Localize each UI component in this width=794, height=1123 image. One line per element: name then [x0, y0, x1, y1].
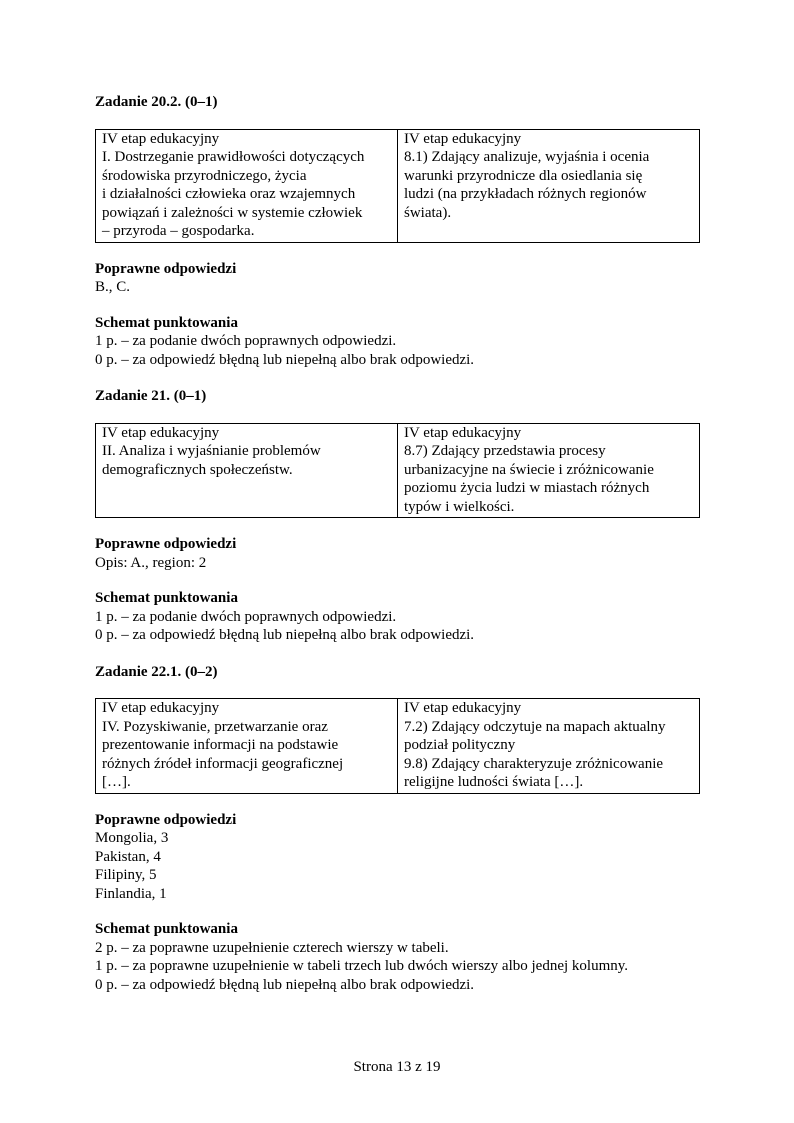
req-line: IV. Pozyskiwanie, przetwarzanie oraz [102, 718, 328, 735]
req-line: 9.8) Zdający charakteryzuje zróżnicowanie [404, 755, 664, 772]
answer-line: B., C. [95, 279, 131, 295]
answers-heading: Poprawne odpowiedzi [95, 536, 237, 552]
scoring-line: 1 p. – za poprawne uzupełnienie w tabeli trzech lub dwóch wierszy albo jednej kolumny. [95, 958, 629, 974]
answers-section [95, 811, 700, 904]
requirements-table [95, 698, 700, 794]
task-title: Zadanie 20.2. (0–1) [95, 94, 218, 110]
scoring-section [95, 920, 700, 994]
page-content [95, 93, 700, 994]
task-title: Zadanie 22.1. (0–2) [95, 663, 218, 680]
req-line: ludzi (na przykładach różnych regionów [404, 186, 647, 202]
scoring-heading: Schemat punktowania [95, 314, 238, 331]
req-line: warunki przyrodnicze dla osiedlania się [404, 167, 643, 184]
task-20-2 [95, 93, 700, 369]
req-line: typów i wielkości. [404, 498, 515, 515]
req-line: […]. [102, 774, 131, 790]
requirements-table [95, 129, 700, 243]
answer-line: Mongolia, 3 [95, 830, 169, 846]
answers-heading: Poprawne odpowiedzi [95, 811, 237, 828]
task-22-1 [95, 663, 700, 995]
page-number: Strona 13 z 19 [353, 1059, 441, 1075]
req-line: I. Dostrzeganie prawidłowości dotyczących [102, 149, 365, 165]
answer-line: Opis: A., region: 2 [95, 554, 207, 571]
req-line: IV etap edukacyjny [404, 424, 522, 441]
req-line: podział polityczny [404, 737, 516, 753]
scoring-line: 1 p. – za podanie dwóch poprawnych odpowiedzi. [95, 608, 397, 625]
scoring-line: 1 p. – za podanie dwóch poprawnych odpowiedzi. [95, 333, 397, 349]
req-line: IV etap edukacyjny [102, 130, 220, 147]
req-line: środowiska przyrodniczego, życia [102, 167, 307, 184]
answers-section [95, 260, 700, 297]
req-line: religijne ludności świata […]. [404, 774, 584, 790]
req-line: świata). [404, 204, 452, 221]
scoring-heading: Schemat punktowania [95, 590, 238, 606]
specific-requirement-cell [398, 423, 700, 518]
req-line: demograficznych społeczeństw. [102, 461, 293, 478]
task-title: Zadanie 21. (0–1) [95, 388, 207, 404]
req-line: powiązań i zależności w systemie człowiek [102, 204, 363, 221]
specific-requirement-cell [398, 699, 700, 794]
scoring-line: 0 p. – za odpowiedź błędną lub niepełną albo brak odpowiedzi. [95, 976, 475, 993]
req-line: różnych źródeł informacji geograficznej [102, 755, 344, 772]
req-line: i działalności człowieka oraz wzajemnych [102, 186, 356, 202]
req-line: – przyroda – gospodarka. [102, 223, 255, 239]
specific-requirement-cell [398, 129, 700, 242]
answer-line: Finlandia, 1 [95, 885, 167, 902]
req-line: prezentowanie informacji na podstawie [102, 737, 339, 753]
task-21 [95, 387, 700, 645]
scoring-line: 0 p. – za odpowiedź błędną lub niepełną albo brak odpowiedzi. [95, 351, 475, 368]
scoring-section [95, 314, 700, 370]
scoring-heading: Schemat punktowania [95, 921, 238, 937]
req-line: 8.1) Zdający analizuje, wyjaśnia i ocenia [404, 149, 650, 165]
req-line: IV etap edukacyjny [404, 130, 522, 147]
general-requirement-cell [96, 129, 398, 242]
answers-heading: Poprawne odpowiedzi [95, 260, 237, 277]
general-requirement-cell [96, 699, 398, 794]
req-line: urbanizacyjne na świecie i zróżnicowanie [404, 461, 654, 478]
scoring-line: 0 p. – za odpowiedź błędną lub niepełną albo brak odpowiedzi. [95, 627, 475, 643]
req-line: IV etap edukacyjny [102, 424, 220, 441]
answer-line: Pakistan, 4 [95, 848, 161, 865]
requirements-table [95, 423, 700, 519]
answers-section [95, 535, 700, 572]
general-requirement-cell [96, 423, 398, 518]
req-line: poziomu życia ludzi w miastach różnych [404, 480, 650, 496]
scoring-line: 2 p. – za poprawne uzupełnienie czterech wierszy w tabeli. [95, 939, 449, 956]
req-line: 7.2) Zdający odczytuje na mapach aktualny [404, 718, 666, 735]
req-line: 8.7) Zdający przedstawia procesy [404, 443, 606, 459]
req-line: IV etap edukacyjny [404, 700, 522, 716]
req-line: II. Analiza i wyjaśnianie problemów [102, 443, 321, 459]
answer-line: Filipiny, 5 [95, 867, 157, 883]
req-line: IV etap edukacyjny [102, 700, 220, 716]
scoring-section [95, 589, 700, 645]
